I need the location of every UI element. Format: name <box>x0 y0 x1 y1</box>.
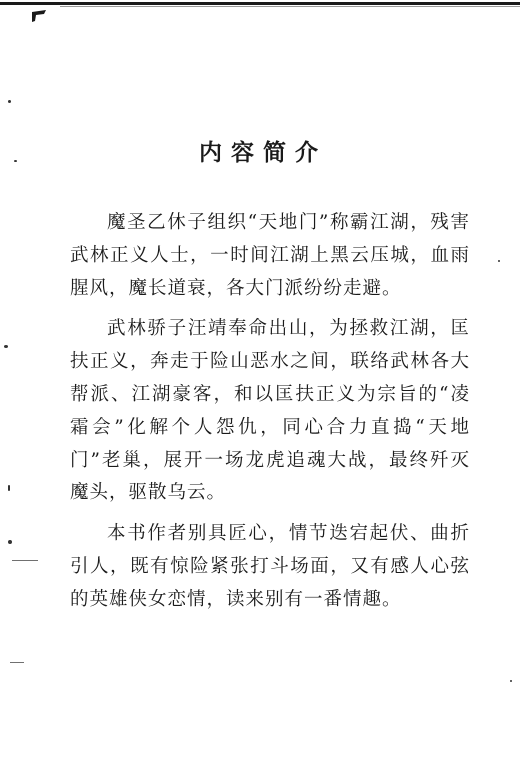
synopsis-paragraph: 武林骄子汪靖奉命出山，为拯救江湖，匡扶正义，奔走于险山恶水之间，联络武林各大帮派、江湖豪客，和以匡扶正义为宗旨的“凌霜会”化解个人怨仇，同心合力直捣“天地门”老巢，展开一场龙虎追魂大战，最终歼灭魔头，驱散乌云。 <box>70 318 470 504</box>
top-border-line <box>0 2 520 5</box>
synopsis-paragraph: 本书作者别具匠心，情节迭宕起伏、曲折引人，既有惊险紧张打斗场面，又有感人心弦的英雄侠女恋情，读来别有一番情趣。 <box>70 523 470 610</box>
scan-speck <box>10 662 24 663</box>
scan-speck <box>4 345 8 348</box>
synopsis-body <box>70 207 470 625</box>
top-border-shadow <box>60 6 520 7</box>
synopsis-paragraph: 魔圣乙休子组织“天地门”称霸江湖，残害武林正义人士，一时间江湖上黑云压城，血雨腥风，魔长道衰，各大门派纷纷走避。 <box>70 212 470 299</box>
scan-speck <box>8 100 11 103</box>
scan-speck <box>12 560 38 561</box>
page-title: 内容简介 <box>199 139 327 166</box>
scan-speck <box>498 260 500 262</box>
scan-speck <box>8 485 10 491</box>
corner-ink-mark <box>30 8 48 24</box>
scan-speck <box>8 540 12 544</box>
scan-speck <box>510 680 512 682</box>
